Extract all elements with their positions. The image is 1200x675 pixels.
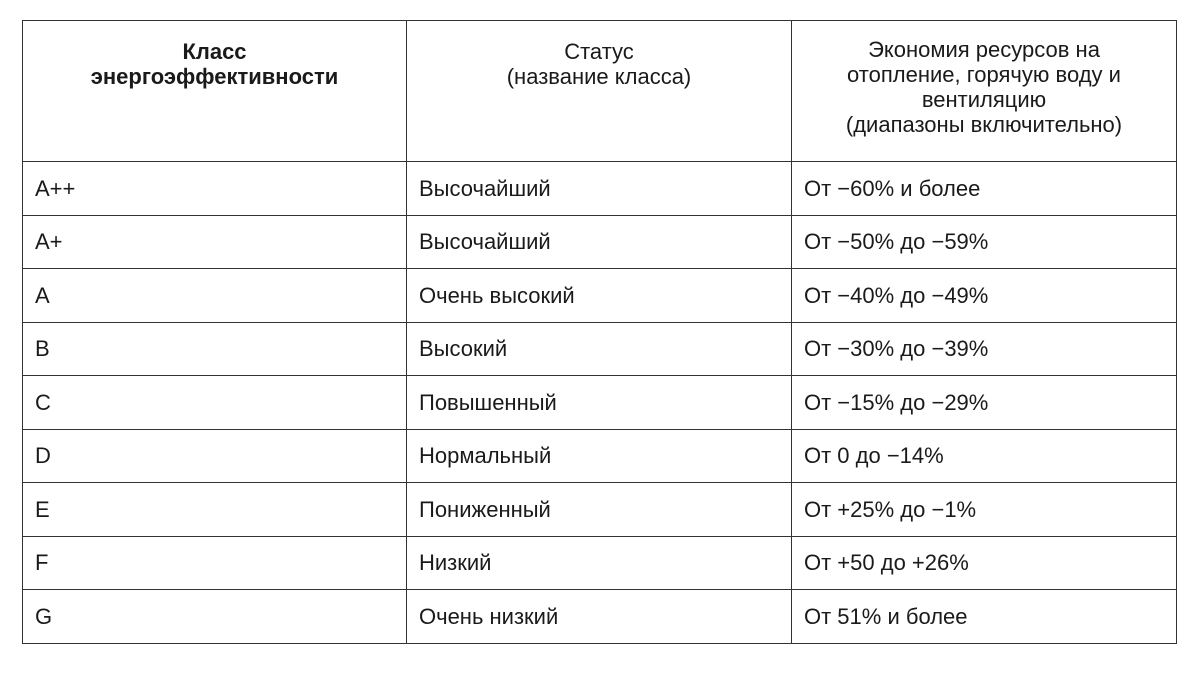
header-status — [407, 21, 792, 162]
cell-class: A++ — [23, 162, 407, 216]
cell-status: Нормальный — [407, 429, 792, 483]
header-class — [23, 21, 407, 162]
header-class-line: энергоэффективности — [90, 64, 339, 89]
header-savings-line: вентиляцию — [921, 87, 1047, 112]
cell-class: A — [23, 269, 407, 323]
header-status-line: Статус — [564, 39, 634, 64]
header-savings-line: отопление, горячую воду и — [847, 62, 1121, 87]
cell-savings: От −40% до −49% — [792, 269, 1177, 323]
cell-savings: От 0 до −14% — [792, 429, 1177, 483]
cell-class: B — [23, 322, 407, 376]
table-row — [23, 429, 1177, 483]
header-row — [23, 21, 1177, 162]
table-row — [23, 376, 1177, 430]
cell-savings: От −15% до −29% — [792, 376, 1177, 430]
cell-status: Пониженный — [407, 483, 792, 537]
table-row — [23, 162, 1177, 216]
cell-status: Высочайший — [407, 162, 792, 216]
cell-status: Низкий — [407, 536, 792, 590]
cell-savings: От −50% до −59% — [792, 215, 1177, 269]
cell-savings: От −60% и более — [792, 162, 1177, 216]
cell-savings: От 51% и более — [792, 590, 1177, 644]
header-savings — [792, 21, 1177, 162]
cell-class: D — [23, 429, 407, 483]
table-row — [23, 215, 1177, 269]
cell-status: Высочайший — [407, 215, 792, 269]
cell-status: Очень высокий — [407, 269, 792, 323]
table-row — [23, 483, 1177, 537]
header-class-line: Класс — [182, 39, 247, 64]
energy-class-table — [22, 20, 1177, 644]
table-row — [23, 269, 1177, 323]
cell-class: E — [23, 483, 407, 537]
cell-savings: От +50 до +26% — [792, 536, 1177, 590]
cell-savings: От +25% до −1% — [792, 483, 1177, 537]
cell-status: Очень низкий — [407, 590, 792, 644]
header-status-line: (название класса) — [506, 64, 692, 89]
cell-class: C — [23, 376, 407, 430]
cell-class: G — [23, 590, 407, 644]
table-row — [23, 322, 1177, 376]
cell-class: A+ — [23, 215, 407, 269]
cell-status: Повышенный — [407, 376, 792, 430]
header-savings-line: (диапазоны включительно) — [845, 112, 1123, 137]
cell-status: Высокий — [407, 322, 792, 376]
cell-class: F — [23, 536, 407, 590]
table-row — [23, 590, 1177, 644]
table-row — [23, 536, 1177, 590]
header-savings-line: Экономия ресурсов на — [868, 37, 1100, 62]
cell-savings: От −30% до −39% — [792, 322, 1177, 376]
